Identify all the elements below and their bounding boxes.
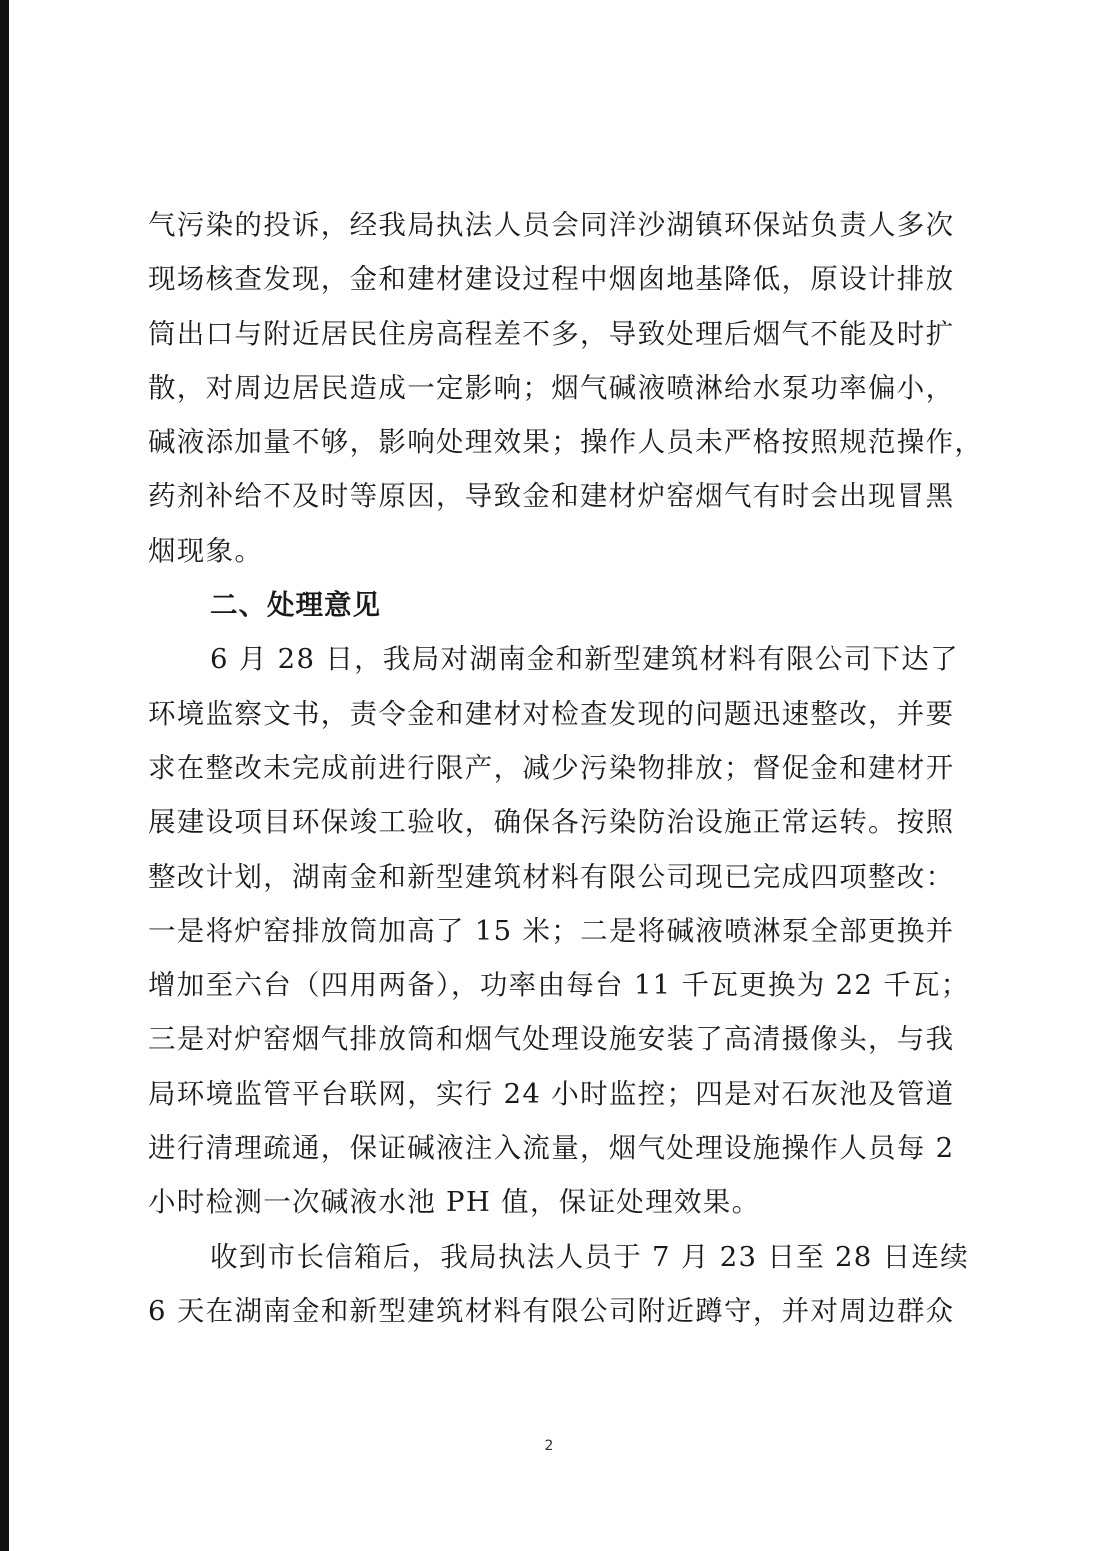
text-line: 现场核查发现，金和建材建设过程中烟囱地基降低，原设计排放 [148,263,955,296]
text-line: 碱液添加量不够，影响处理效果；操作人员未严格按照规范操作， [148,426,984,459]
scan-edge [0,0,9,1551]
text-line: 整改计划，湖南金和新型建筑材料有限公司现已完成四项整改： [148,860,955,893]
text-line: 展建设项目环保竣工验收，确保各污染防治设施正常运转。按照 [148,806,955,839]
text-line: 6 天在湖南金和新型建筑材料有限公司附近蹲守，并对周边群众 [148,1294,955,1327]
section-heading: 二、处理意见 [210,589,381,622]
text-line: 收到市长信箱后，我局执法人员于 7 月 23 日至 28 日连续 [210,1240,970,1273]
text-line: 局环境监管平台联网，实行 24 小时监控；四是对石灰池及管道 [148,1077,955,1110]
text-line: 药剂补给不及时等原因，导致金和建材炉窑烟气有时会出现冒黑 [148,480,955,513]
text-line: 小时检测一次碱液水池 PH 值，保证处理效果。 [148,1186,761,1219]
text-line: 增加至六台（四用两备），功率由每台 11 千瓦更换为 22 千瓦； [148,969,970,1002]
text-line: 6 月 28 日，我局对湖南金和新型建筑材料有限公司下达了 [210,643,959,676]
text-line: 气污染的投诉，经我局执法人员会同洋沙湖镇环保站负责人多次 [148,209,955,241]
text-line: 散，对周边居民造成一定影响；烟气碱液喷淋给水泵功率偏小， [148,371,955,404]
text-line: 三是对炉窑烟气排放筒和烟气处理设施安装了高清摄像头，与我 [148,1023,955,1056]
text-line: 进行清理疏通，保证碱液注入流量，烟气处理设施操作人员每 2 [148,1132,955,1165]
text-line: 烟现象。 [148,534,264,567]
page-number: 2 [544,1438,554,1454]
text-line: 筒出口与附近居民住房高程差不多，导致处理后烟气不能及时扩 [148,317,955,350]
text-line: 一是将炉窑排放筒加高了 15 米；二是将碱液喷淋泵全部更换并 [148,914,955,947]
text-line: 求在整改未完成前进行限产，减少污染物排放；督促金和建材开 [148,751,955,784]
document-body [148,198,984,1338]
text-line: 环境监察文书，责令金和建材对检查发现的问题迅速整改，并要 [148,697,955,730]
